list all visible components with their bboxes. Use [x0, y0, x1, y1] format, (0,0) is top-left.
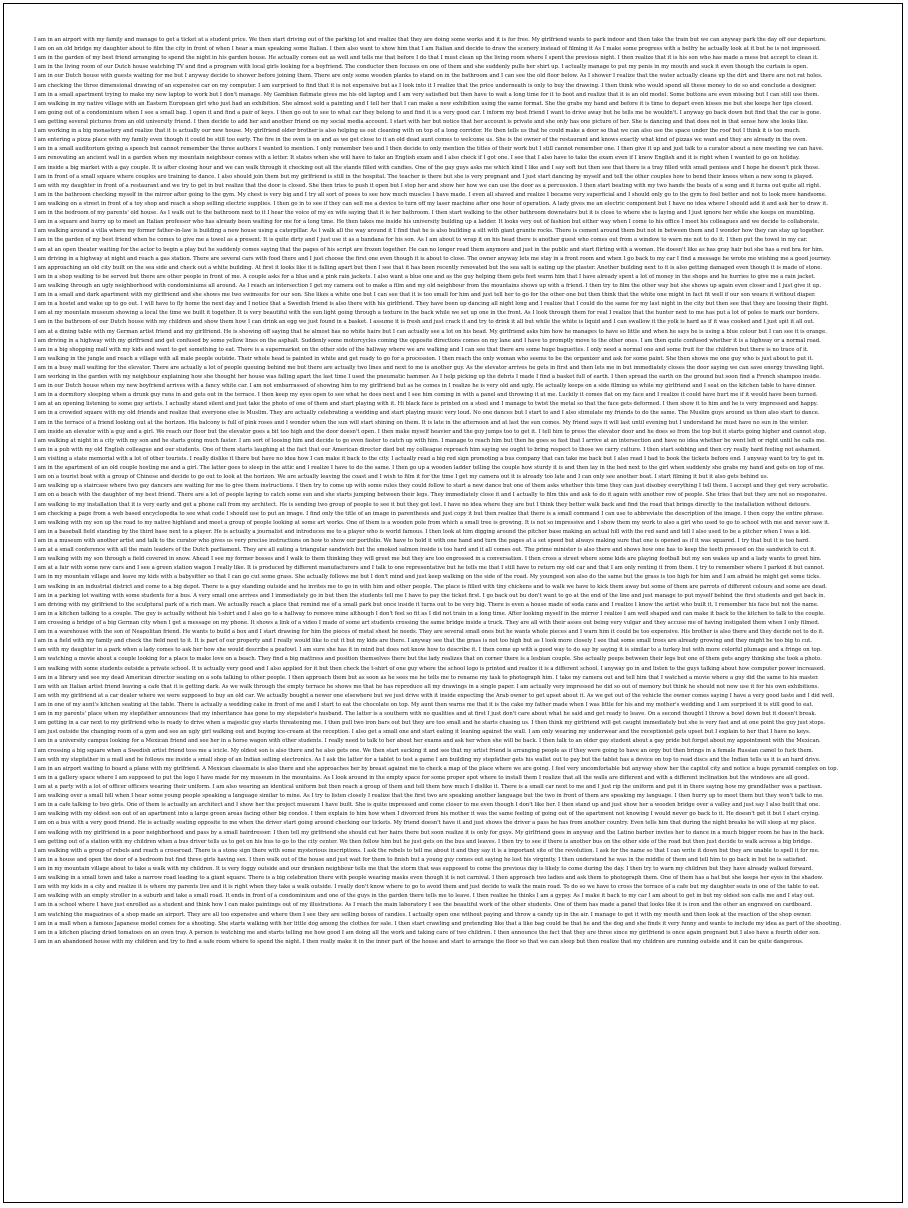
text-line: I am in a kitchen placing dried tomatoes on an oven tray. A person is watching me and starts telling me how good I am doing all the work and taking care of two children. I then announce the fact that they are three since my girlfriend is once again pregnant but I also have a fourth older son.	[34, 929, 821, 936]
text-line: I am in front of a small square where couples are training to dance. I also should join them but my girlfriend is still in the hospital. The teacher is there but she is very pregnant and I just start dancing by myself and tell the other couples how to bend their knees when a new song is played.	[34, 173, 814, 180]
text-line: I am walking up a staircase where two gay dancers are waiting for me to give them instructions. I then try to come up with some rules they could follow to start a new dance but one of them asks whether this time they can just disobey everything I tell them. I accept and they get very acrobatic.	[34, 483, 829, 490]
text-line: I am in a pub with my old English colleague and our students. One of them starts laughing at the fact that our American director died but my colleague reproach him saying we ought to bring respect to those we carry culture. I then start sobbing and then cry really hard feeling not ashamed.	[34, 446, 821, 453]
text-line: I am at my mountain museum showing a local the time we built it together. It is very beautiful with the sun light going through a texture in the back while we set up one in the front. As I look through them for real I realize that the hunter next to me has put a lot of poles to mark our borders.	[34, 310, 820, 317]
text-line: I am with my stepfather in a mall and he follows me inside a small shop of an Indian selling electronics. As I ask the latter for a tablet to test a game I am building my stepfather gets his wallet out to pay but the tablet has a device on top to read discs and the Indian tells us it is an hard drive.	[34, 756, 821, 763]
text-line: I am in a shop waiting to be served but there are other people in front of me. A couple asks for a blue and a pink rain jackets. I also want a blue one and as the guy helping them gets feet warm him that I have already spent a lot of money in the shops and he hurries to give me a rain jacket.	[34, 273, 816, 280]
text-line: I am in a university campus looking for a Mexican friend and see her in a horse wagon with other students. I really need to talk to her about her exams and ask her when she will be back. I then talk to an older gay student about a gay pride but forget about my appointment with the Mexican.	[34, 738, 821, 745]
text-line: I am in a house and open the door of a bedroom but find three girls having sex. I then walk out of the house and just wait for them to finish but a young guy comes out saying he lost his virginity. I then understand he was in the middle of them and tell him to go back in but he is satisfied.	[34, 856, 808, 863]
text-line: I am driving in a highway at night and reach a gas station. There are several cars with food there and I just choose the first one even though it is about to close. The owner anyway lets me stay in a front room and when I go back to my car I find a message he wrote me wishing me a good journey.	[34, 255, 832, 262]
text-line: I am walking with my son through a field covered in snow. Ahead I see my former bosses and I walk to them thinking they will greet me but they are too engrossed in a conversation. I then cross a street where some kids are playing football but my son wakes up and a lady wants to greet him.	[34, 556, 822, 563]
text-line: I am in the living room of our Dutch house watching TV and find a program with local girls looking for a boyfriend. The conductor then focuses on one of them and she suddenly pulls her shirt up. I actually manage to put my penis in my mouth and suck it even though the curtain is open.	[34, 64, 809, 71]
text-line: I am getting several pictures from an old university friend. I then decide to add her and another friend on my social media account. I start with her but notice that her account is private and she only has one picture of her. She is dancing and that does not in that sense how she looks like.	[34, 118, 809, 125]
text-line: I am in a school where I have just enrolled as a student and think how I can make paintings out of my illustrations. As I reach the main laboratory I see the beautiful work of the other students. One of them has made a panel that looks like it is iron and the other an engraved on cardboard.	[34, 902, 813, 909]
text-line: I am in our Dutch house with guests waiting for me but I anyway decide to shower before joining them. There are only some wooden planks to stand on in the bathroom and I can see the old floor below. As I shower I realize that the water actually cleans up the dirt and there are not rat holes.	[34, 73, 823, 80]
text-line: I am walking in a small town and take a narrow road leading to a giant square. There is a big celebration there with people wearing masks even though it is not carnival. I then approach two ladies and ask them to photograph them. One of them has a hat but she keeps her eyes in the shadow.	[34, 875, 824, 882]
text-line: I am crossing a big square when a Swedish artist friend toss me a icicle. My oldest son is also there and he also gets one. We then start sucking it and see that my artist friend is arranging people as if they were going to have an orgy but then brings in a female Russian camel to fuck them.	[34, 747, 814, 754]
text-line: I am with my kids in a city and realize it is where my parents live and it is right when they take a walk outside. I really don't know where to go to avoid them and just decide to walk the main road. To do so we have to cross the terrace of a cafe but my daughter seats in one of the table to eat.	[34, 884, 820, 891]
text-line: I am in my parents' place when my stepfather announces that my inheritance has gone to my stepsister's husband. The latter is a southern with no qualities and at first I just don't care about what he said and get ready to leave. On a second thought I throw a bowl down but it doesn't break.	[34, 711, 817, 718]
text-line: I am working in the garden with my neighbour explaining how she thought her house was falling apart the last time I used the pneumatic hammer. As I help picking up the debris I made I find a basket full of earth. I then spread the earth on the ground but soon find a French shampoo inside.	[34, 374, 821, 381]
text-line: I am walking through an ugly neighborhood with condominiums all around. As I reach an intersection I get my camera out to make a film and my old neighbour from the mountains shows up with a friend. I then try to film the other way but she shows up again even closer and I just give it up.	[34, 282, 822, 289]
text-line: I am inside a big market with a gay couple. It is after closing hour and we can walk through it checking out all the stands filled with candies. One of the gay guys asks me which kind I like and I say soft but then see that there is a tray filled with small penises and I hope he doesn't pick those.	[34, 164, 820, 171]
text-line: I am with my daughter in a park when a lady comes to ask her how she would describe a peafowl. I am sure she has it in mind but does not know how to describe it. I then come up with a good way to do say by saying it is similar to a turkey but with more colorful plumage and a fringe on top.	[34, 647, 822, 654]
text-line: I am in a dormitory sleeping when a drunk guy runs in and gets out in the terrace. I then keep my eyes open to see what he does next and I see him coming in with a panel and throwing it at me. Luckily it comes flat on my face and I realize it could have hurt me if it would have been turned.	[34, 392, 818, 399]
text-line: I am in a warehouse with the son of Neapolitan friend. He wants to build a box and I start drawing for him the pieces of metal sheet he needs. They are several small ones but he wants whole pieces and I warn him it could be too expensive. His brother is also there and they decide not to do it.	[34, 629, 824, 636]
text-line: I am walking with my oldest son out of an apartment into a large green areas facing other big condos. I then explain to him how when I divorced from his mother it was the same feeling of going out of the apartment not knowing I would never go back to it. He doesn't get it but I start crying.	[34, 811, 820, 818]
text-line: I am walking on a street in front of a toy shop and reach a shop selling electric supplies. I then go in to see if they can sell me a device to turn off my laser machine after one hour of operation. A lady gives me an electric component but I have no idea where I should add it and ask her to draw it.	[34, 200, 828, 207]
text-line: I am in the bedroom of my parents' old house. As I walk out to the bathroom next to it I hear the voice of my ex wife saying that it is her bathroom. I then start walking to the other bathroom downstairs but it is close to where she is laying and I just ignore her while she keeps on mumbling.	[34, 210, 815, 217]
text-line: I am in a baseball field standing by the third base next to a player. He is actually a journalist and introduces me to a player who is world famous. I then look at him digging around the pitcher base making an actual hill with the red sand and tell I also used to be a pitcher when I was a kid.	[34, 528, 811, 535]
text-line: I am driving in a highway with my girlfriend and get confused by some yellow lines on the asphalt. Suddenly some motorcycles coming the opposite directions comes on my lane and I have to promptly move to the other ones. I am then quite confused whether it is a highway or a normal road.	[34, 337, 821, 344]
text-line: I am in a gallery space where I am supposed to put the logo I have made for my museum in the mountains. As I look around in the empty space for some proper spot where to install them I realize that all the walls are different and with a different inclination but the windows are all good.	[34, 774, 810, 781]
text-line: I am in an airport with my family and manage to get a ticket at a student price. We then start driving out of the parking lot and realize that they are doing some works and it is for free. My girlfriend wants to park indoor and then take the train but we can anyway park the day off our departure.	[34, 37, 827, 43]
text-line: I am at a small conference with all the main leaders of the Dutch parliament. They are all eating a triangular sandwich but the smoked salmon inside is too hard and it all comes out. The prime minister is also there and shows how one has to keep the teeth pressed on the sandwich to cut it.	[34, 547, 816, 554]
text-line: I am walking to my installation that it is very early and get a phone call from my architect. He is sending two group of people to see it but they got lost. I have no idea where they are but I think they better walk back and find the road that brings directly to the installation without detours.	[34, 501, 811, 508]
text-line: I am in the bathroom checking myself in the mirror after going to the gym. My chest is very big and I try all sort of poses to see how much muscles I have made. I even all shaved and realize I became very superficial and I should only go to the gym to feel better and not to look more handsome.	[34, 191, 827, 198]
text-line: I am in a small apartment trying to make my new laptop to work but I don't manage. My Gambian flatmate gives me his old laptop and I am very satisfied but then have to wait a long time for it to boot and realize that it is an old model. Some buttons are even missing but I can still use them.	[34, 91, 820, 98]
text-line: I am driving with my girlfriend to the sculptural park of a rich man. We actually reach a place that remind me of a small park but once inside it turns out to be very big. There is even a house made of soda cans and I realize I know the artist who built it. I remember his face but not the name.	[34, 601, 819, 608]
text-line: I am in an abandoned house with my children and try to find a safe room where to spend the night. I then really make it in the inner part of the house and start to arrange the floor so that we can sleep but then realize that my children are running outside and it can be quite dangerous.	[34, 938, 804, 945]
text-line: I am on a bus with a very good friend. He is actually seating opposite to me when the driver start going around checking our tickets. My friend doesn't have it and just shows the driver a pass he has from another country. Even tells him that during the night breaks he will sleep at my place.	[34, 820, 817, 827]
dream-journal-text	[34, 36, 874, 947]
text-line: I am in a big shopping mall with my kids and want to get something to eat. There is a supermarket on the other side of the hallway where we are walking and I can see that there are some huge baguettes. I only need a normal one and some fruit for the children but there is no trace of it.	[34, 346, 809, 353]
text-line: I am checking the three dimensional drawing of an expensive car on my computer. I am surprised to find that it is not expensive but as I look into it I realize that the price underneath is only to buy the drawing. I then think who would spend all these money to do so and conclude a designer.	[34, 82, 817, 89]
text-line: I am in a museum with another artist and talk to the curator who gives us very precise instructions on how to show our portfolio. We have to hold it with one hand and turn the pages at a set speed but always making sure that one is opened as if it was squared. I try that but it is too hard.	[34, 538, 810, 545]
text-line: I am checking a page from a web based encyclopedia to see what code I should use to put an image. I find only the title of an image in parenthesis and just copy it but then realize that there is a small command I can use to abbreviate the description of the image. I then copy the entire phrase.	[34, 510, 824, 517]
text-line: I am approaching an old city built on the sea side and check out a white building. At first it looks like it is falling apart but then I see that it has been recently renovated but the sea salt is eating up the plaster. Another building next to it is also getting damaged even though it is made of stone.	[34, 264, 823, 271]
text-line: I am on an old bridge my daughter about to film the city in front of when I hear a man speaking some Italian. I then also want to show him that I am Italian and decide to draw the scenery instead of filming it As I make some progress with a belfry he actually look at it but he is not impressed.	[34, 46, 821, 53]
document-page	[3, 3, 903, 1203]
text-line: I am watching a movie about a couple looking for a place to make love on a beach. They find a big mattress and position themselves there but the lady realizes that on corner there is a lesbian couple. She actually peeps between their legs but one of them gets angry thinking she took a photo.	[34, 656, 822, 663]
text-line: I am walking with a group of rebels and reach a crossroad. There is a stone sign there with some mysterious inscriptions. I ask the rebels to tell me about it and they say it is a important site of the revolution. I ask for the name so that I can write it down but they are unable to spell it for me.	[34, 847, 820, 854]
text-line: I am working in a big monastery and realize that it is actually our new house. My girlfriend older brother is also helping us out cleaning with on top of a long corridor. He then tells us that he could make a door so that we can also use the space under the roof but I think it is too much.	[34, 128, 801, 135]
text-line: I am going out of a condominium when I see a small bag. I open it and find a pair of keys. I then go out to see to what car they belong to and find it is a very good car. I inform my best friend I want to drive away but he tells me he wouldn't. I anyway go back down but find that the car is gone.	[34, 109, 822, 116]
text-line: I am at a dining table with my German artist friend and my girlfriend. He is showing off saying that he almost has no white hairs but I can actually see a lot on his head. My girlfriend asks him how he manages to have so little and when he says he is using a blue colour but I can see it is orange.	[34, 328, 827, 335]
text-line: I am at a fair with some new cars and I see a green station wagon I really like. It is produced by different manufacturers and I talk to one representative but he tells me that I still have to return my old car and that I am only renting it from them. I try to remember where I parked it but cannot.	[34, 565, 825, 572]
text-line: I am getting out of a station with my children when a bus driver tells us to get on his bus to go to the city center. We then follow him but he just gets on the bus and leaves. I then try to see if there is another bus on the other side of the road but then just decide to walk across a big bridge.	[34, 838, 813, 845]
text-line: I am with my daughter in front of a restaurant and we try to get in but realize that the door is closed. She then tries to push it open but I stop her and show her how we can use the door as a percussion. I then start beating with my two hands the beats of a song and it turns out quite all right.	[34, 182, 821, 189]
text-line: I am at an open theater waiting for the actor to begin a play but he suddenly comes saying that the pages of his script are frozen together. He can no longer read them anymore and just in the public and start flirting with a woman. He doesn't like as has gray hair but she has a red bra for him.	[34, 246, 824, 253]
text-line: I am in a crowded square with my old friends and realize that everyone else is Muslim. They are actually celebrating a wedding and start playing music very loud. No one dances but I start to and I also stimulate my friends to do the same. The Muslim guys around us then also start to dance.	[34, 410, 820, 417]
text-line: I am renovating an ancient wall in a garden when my mountain neighbour comes with a letter. It states when she will have to take an English exam and I also check if I got one. I see that I also have to take the exam even if I know English and it is right when I wanted to go on holiday.	[34, 155, 800, 162]
text-line: I am getting in a car next to my girlfriend who is ready to drive when a majestic guy starts threatening me. I then pull two iron bars out but they are too small and he starts chasing us. I then think my girlfriend will get caught immediately but she is very fast and at one point the guy just stops.	[34, 720, 826, 727]
text-line: I am at a party with a lot of officer officers wearing their uniform. I am also wearing an identical uniform but then reach a group of them and tell them how much I dislike it. There is a small car next to me and I just rip the uniform and put it in there saying how my grandfather was a partisan.	[34, 783, 823, 790]
text-line: I am in a parking lot waiting with some students for a bus. A very small one arrives and I immediately go in but then the students tell me I have to pay the ticket first. I go back out bu don't want to go at the end of the line and just manage to put myself behind the first students and get back in.	[34, 592, 826, 599]
text-line: I am on a beach with the daughter of my best friend. There are a lot of people laying to catch some sun and she starts jumping between their legs. They immediately close it and I actually to film this and ask to do it again with another row of people. She tries that but they are not so responsive.	[34, 492, 828, 499]
text-line: I am in a small auditorium giving a speech but cannot remember the three authors I wanted to mention. I only remember two and I then decide to only mention the titles of their work but I still cannot remember one. I then give it up and just talk to a curator about a new meeting we can have.	[34, 146, 824, 153]
text-line: I am walking with some students outside a private school. It is actually very good and I also applied for it but then check the t-shirt of one guy where the school logo is printed and realize it is a different school. I anyway go in and listen to the guys talking about how computer power increased.	[34, 665, 825, 672]
text-line: I am in a mall when a famous Japanese model comes for a shooting. She starts walking with her little dog among the clothes for sale. I then start crawling and pretending like that a like bag could be that he and the dog and she finds it very funny and wants to include my idea as part of the shooting.	[34, 920, 842, 927]
text-line: I am in the garden of my best friend when he comes to give me a towel as a present. It is quite dirty and I just use it as a bandana for his son. As I am about to wrap it on his head there is another guest who comes out from a window to warn me not to do it. I then put the towel in my car.	[34, 237, 808, 244]
text-line: I am with an Italian artist friend leaving a cafe that it is getting dark. As we walk through the empty terrace he shows me that he has reproduce all my drawings in a single paper. I am actually very impressed he did so out of memory but think he should not now use it for his own exhibitions.	[34, 683, 819, 690]
text-line: I am walking at night in a city with my son and he starts going much faster. I am sort of loosing him and decide to go even faster to catch up with him. I manage to reach him but then he goes so fast that I arrive at an intersection and have no idea whether he went left or right until he calls me.	[34, 437, 826, 444]
text-line: I am in our Dutch house when my new boyfriend arrives with a fancy white car. I am not embarrassed of showing him to my girlfriend but as he comes in I realize he is very old and ugly. He actually keeps on a side filming us while my girlfriend and I seat on the kitchen table to have dinner.	[34, 383, 816, 390]
text-line: I am walking with my girlfriend in a poor neighborhood and pass by a small hairdresser. I then tell my girlfriend she should cut her hairs there but soon realize it is only for guys. My girlfriend goes in anyway and the Latino barber invites her to dance in a much bigger room he has in the back.	[34, 829, 825, 836]
text-line: I am in the apartment of an old couple hosting me and a girl. The latter goes to sleep in the attic and I realize I have to do the same. I then go up a wooden ladder telling the couple how sturdy it is and then lay in the bed next to the girl when suddenly she grabs my hand and gets on top of me.	[34, 465, 825, 472]
text-line: I am watching the magazines of a shop made an airport. They are all too expensive and where then I see they are selling boxes of candies. I actually open one without paying and throw a candy up in the air. I manage to get it with my mouth and then look at the reaction of the shop owner.	[34, 911, 812, 918]
text-line: I am in a library and see my dead American director seating on a sofa talking to other people. I then approach them but as soon as he sees me he tells me to rename my task to photograph him. I take my camera out and tell him that I watched a movie where a guy did the same to his master.	[34, 674, 819, 681]
text-line: I am in one of my aunt's kitchen seating at the table. There is actually a wedding cake in front of me and I start to eat the chocolate on top. My aunt then warns me that it is the cake my father made when I was little for his and my mother's wedding and I am surprised it is still good to eat.	[34, 701, 814, 708]
text-line: I am just outside the changing room of a gym and see an ugly girl walking out and buying ice-cream at the reception. I also get a small one and start eating it leaning against the wall. I am only wearing my underwear and the receptionist gets upset but I explain to her that I have no keys.	[34, 729, 811, 736]
text-line: I am inside an elevator with a guy and a girl. We reach our floor but the elevator goes a bit too high and the door doesn't open. I then make myself heavier and the guy jumps too to get it. I tell him to press the elevator door and he does so from the top but it starts going higher and cannot stop.	[34, 428, 827, 435]
text-line: I am in a small and dark apartment with my girlfriend and she shows me two swimsuits for our son. She likes a white one but I can see that it is too small for him and just tell her to go for the other one but then think that the white one might in fact fit well if our son wears it without diaper.	[34, 292, 816, 299]
text-line: I am in a hostel and wake up to go out. I will have to fly home the next day and I notice that a Swedish friend is also there with his girlfriend. They have been up dancing all night long and I realize that I could do the same for my last night in the city but then see that they are loosing their flight.	[34, 301, 829, 308]
text-line: I am on a tourist boat with a group of Chinese and decide to go out to look at the horizon. We are actually leaving the coast and I wish to film it for the time I get my camera out it is already too late and I can only see another boat. I start filming it but it also gets behind us.	[34, 474, 769, 481]
text-line: I am walking around a villa where my former father-in-law is building a new house using a caterpillar. As I walk all the way around it I find that he is also building a silt with giant granite rocks. There is cement around them but not in between them and I wonder how they can stay up together.	[34, 228, 825, 235]
text-line: I am walking in the jungle and reach a village with all male people outside. Their whole head is painted in white and get ready to go for a procession. I then reach the only woman who seems to be the organizer and ask for some paint. She then shows me one guy who is just about to put it.	[34, 355, 814, 362]
text-line: I am in my mountain village about to take a walk with my children. It is very foggy outside and our drunken neighbour tells me that the storm that was supposed to come the previous day is likely to come during the day. I then try to warn my children but they have already walked forward.	[34, 865, 813, 872]
text-line: I am in the terrace of a friend looking out at the horizon. His balcony is full of pink roses and I wonder when the sun will start shining on them. It is late in the afternoon and at last the sun comes. My friend says it will last until evening but I understand he must have no sun in the winter.	[34, 419, 809, 426]
text-line: I am entering a pizza place with my family even though it could be still too early. The fire in the oven is on and as we get close to it an old dead aunt comes to welcome us. She is the owner of the restaurant and knows exactly what kind of pizzas we want and they are already in the oven.	[34, 137, 808, 144]
text-line: I am in a field with my family and check the field next to it. It is part of our property and I really would like to cut it but my kids are there. I anyway see that the grass is not too high but as I look more closely I see that some small trees are already growing and they might be too big to cut.	[34, 638, 812, 645]
text-line: I am walking with an empty stroller in a suburb and take a small road. It ends in front of a condominium and one of the guys in the garden there tells me to leave. I then realize he thinks I am a gypsy. As I make it back to my car I am about to get in but my oldest son calls me and I stay out.	[34, 893, 815, 900]
text-line: I am in my mountain village and leave my kids with a babysitter so that I can go cut some grass. She actually follows me but I don't mind and just keep walking on the side of the road. My youngest son also do the same but the grass is too high for him and I am afraid he might get some ticks.	[34, 574, 821, 581]
text-line: I am with my girlfriend at a car dealer where we were supposed to buy an old car. We actually bought a newer one elsewhere but we just drive with it inside expecting the Arab owner to get upset about it. As we get out of the vehicle the owner comes saying I have a very good taste and I did well.	[34, 692, 835, 699]
text-line: I am crossing a bridge of a big German city when I get a message on my phone. It shows a link of a video I made of some art students crossing the same bridge inside a truck. They are all with their asses out being very vulgar and they accuse me of having instigated them when I only filmed.	[34, 620, 820, 626]
text-line: I am in a square and hurry up to meet an Italian professor who has already been waiting for me for a long time. He then takes me inside his university building up a ladder. It looks very out of fashion but either way when I come to his office I meet his colleagues and we decide to collaborate.	[34, 219, 820, 226]
text-line: I am walking over a small hill when I hear some young people speaking a language similar to mine. As I try to listen closely I realize that the first two are speaking another language but the two in front of them are speaking my language. I then hurry up to meet them but they won't talk to me.	[34, 793, 824, 800]
text-line: I am visiting a state memorial with a lot of other tourists. I really dislike it there but have no idea how I can make it back to the city. I actually read a big red sign promoting a bus company that can take me back but I also read I had to book the tickets before end. I anyway want to try to get in.	[34, 456, 825, 463]
text-line: I am walking with my son up the road to my native highland and meet a group of people looking at some art works. One of them is a wooden pole from which a small tree is growing. It is not so impressive and I show them my work to also a girl who used to go to school with me and never saw it.	[34, 519, 830, 526]
text-line: I am in a busy mall waiting for the elevator. There are actually a lot of people queuing behind me but there are actually two lines and next to me is another guy. As the elevator arrives he gets in first and then lets me in but immediately closes the door saying we can save energy traveling light.	[34, 364, 825, 371]
text-line: I am in a cafe talking to two girls. One of them is actually an architect and I show her the project museum I have built. She is quite impressed and come closer to me even though I don't like her. I then stand up and just show her a wooden bridge over a valley and just say I also built that one.	[34, 802, 821, 809]
text-line: I am in the bathroom of our Dutch house with my children and show them how I can drink an egg we just found in a basket. I assume it is fresh and just crack it and try to drink it all but while the white is liquid and I can swallow it the yolk is hard as if it was cooked and I just spit it all out.	[34, 319, 815, 326]
text-line: I am walking in my native village with an Eastern European girl who just had an exhibition. She almost sold a painting and I tell her that I can make a new exhibition using the same format. She the grabs my hand and before it is time to depart even kisses me but she keeps her lips closed.	[34, 100, 813, 107]
text-line: I am at an opening listening to some gay artists. I actually stand silent and just take the photo of one of them and start playing with it. Hi black face is printed on a steel and I manage to twist the metal so that the face gets deformed. I then show it to him and he is very impressed and happy.	[34, 401, 818, 408]
text-line: I am walking in an industrial district and come to a big depot. There is a guy standing outside and he invites me to go in with him and other people. The place is filled with tiny chickens and to walk we have to kick them away but some of them are parrots of different colours and some are dead.	[34, 583, 827, 590]
text-line: I am in an airport waiting to board a plane with my girlfriend. A Mexican classmate is also there and she approaches her by breast against me to check a map of the place where we are going. I feel very uncomfortable but anyway show her the capitol city and notice a huge pyramid complex on top.	[34, 765, 839, 772]
text-line: I am in the garden of my best friend arranging to spend the night in his garden house. He actually comes out as well and tells me that before I do that I must clean up the living room where I spent the previous night. I then realize that it is his son who has made a mess but accept to clean it.	[34, 55, 819, 62]
text-line: I am in a kitchen talking to a couple. The guy is actually without his t-shirt and I also go to a hallway to remove mine although I don't feel so fit as I did not train in a long time. After looking myself in the mirror I realize I am well shaped and can make it back to the kitchen to talk to the couple.	[34, 610, 825, 617]
